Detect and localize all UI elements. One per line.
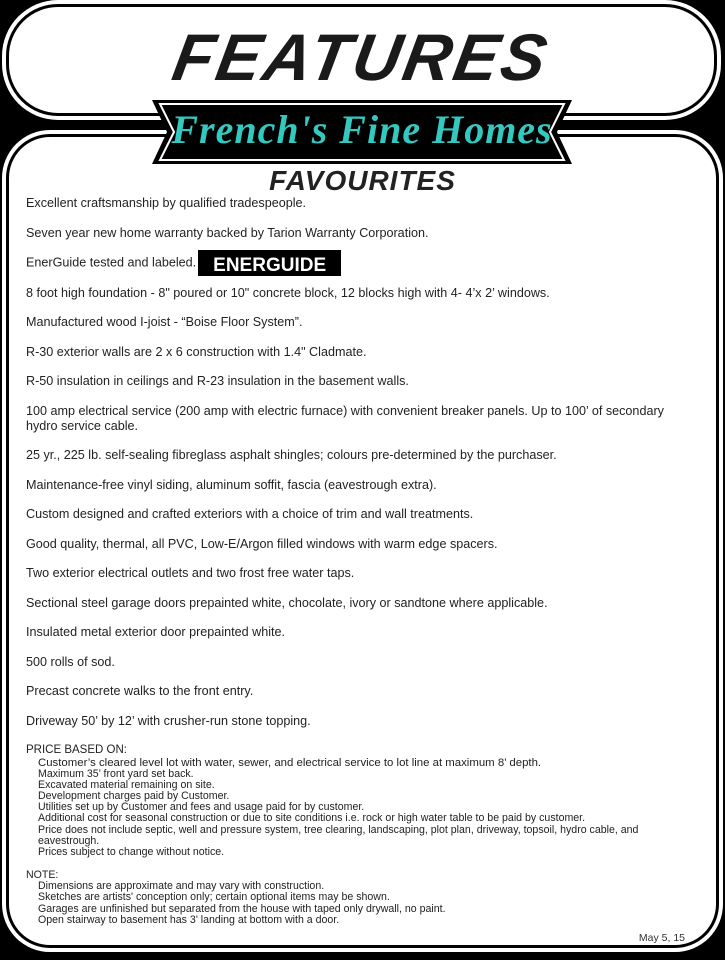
price-item: Prices subject to change without notice. xyxy=(38,845,225,858)
note-section xyxy=(26,870,696,926)
feature-item: Manufactured wood I-joist - “Boise Floor System”. xyxy=(26,315,303,329)
feature-item: Good quality, thermal, all PVC, Low-E/Argon filled windows with warm edge spacers. xyxy=(26,536,498,551)
page-title: FEATURES xyxy=(167,20,556,94)
feature-item: R-50 insulation in ceilings and R-23 insulation in the basement walls. xyxy=(26,374,409,388)
price-item: Excavated material remaining on site. xyxy=(38,778,215,791)
feature-item: Driveway 50’ by 12’ with crusher-run stone topping. xyxy=(26,713,311,728)
price-item: Customer’s cleared level lot with water, sewer, and electrical service to lot line at maximum 8’ depth. xyxy=(38,756,542,769)
price-item: Maximum 35’ front yard set back. xyxy=(38,767,194,780)
feature-item: 100 amp electrical service (200 amp with electric furnace) with convenient breaker panels. Up to 100’ of secondary hydro service cable. xyxy=(26,403,664,433)
feature-item: 8 foot high foundation - 8" poured or 10" concrete block, 12 blocks high with 4- 4’x 2’ windows. xyxy=(26,285,550,300)
note-item: Sketches are artists' conception only; certain optional items may be shown. xyxy=(38,891,390,904)
price-item: Utilities set up by Customer and fees and usage paid for by customer. xyxy=(38,801,365,814)
price-item: Development charges paid by Customer. xyxy=(38,789,230,802)
note-item: Open stairway to basement has 3' landing at bottom with a door. xyxy=(38,913,340,926)
price-heading: PRICE BASED ON: xyxy=(26,743,127,756)
price-item: Additional cost for seasonal construction or due to site conditions i.e. rock or high water table to be paid by customer. xyxy=(38,812,586,825)
feature-item: Two exterior electrical outlets and two frost free water taps. xyxy=(26,566,355,580)
feature-item: Sectional steel garage doors prepainted white, chocolate, ivory or sandtone where applicable. xyxy=(26,595,548,610)
feature-item: Insulated metal exterior door prepainted white. xyxy=(26,625,286,639)
feature-item: R-30 exterior walls are 2 x 6 construction with 1.4" Cladmate. xyxy=(26,344,367,359)
feature-item: Seven year new home warranty backed by Tarion Warranty Corporation. xyxy=(26,225,429,240)
page-subtitle: FAVOURITES xyxy=(269,165,456,196)
brand-ribbon xyxy=(152,100,572,164)
brand-name: French's Fine Homes xyxy=(171,107,553,152)
document-date: May 5, 15 xyxy=(638,932,685,944)
energuide-logo: ENERGUIDE xyxy=(198,250,341,276)
note-item: Dimensions are approximate and may vary with construction. xyxy=(38,880,325,893)
feature-item: Precast concrete walks to the front entry. xyxy=(26,684,254,698)
feature-item: 25 yr., 225 lb. self-sealing fibreglass asphalt shingles; colours pre-determined by the purchaser. xyxy=(26,448,557,462)
features-list xyxy=(26,196,696,926)
price-section xyxy=(26,744,696,859)
feature-item: Custom designed and crafted exteriors with a choice of trim and wall treatments. xyxy=(26,507,474,521)
feature-item: 500 rolls of sod. xyxy=(26,654,115,669)
feature-item: EnerGuide tested and labeled. xyxy=(26,254,197,269)
note-heading: NOTE: xyxy=(26,869,59,882)
note-item: Garages are unfinished but separated from the house with taped only drywall, no paint. xyxy=(38,902,446,915)
price-item: Price does not include septic, well and pressure system, tree clearing, landscaping, plot plan, driveway, topsoil, hydro cable, and eavestrough. xyxy=(38,823,639,847)
feature-item: Maintenance-free vinyl siding, aluminum soffit, fascia (eavestrough extra). xyxy=(26,477,437,492)
feature-item-energuide xyxy=(26,250,696,276)
feature-item: Excellent craftsmanship by qualified tradespeople. xyxy=(26,196,307,210)
